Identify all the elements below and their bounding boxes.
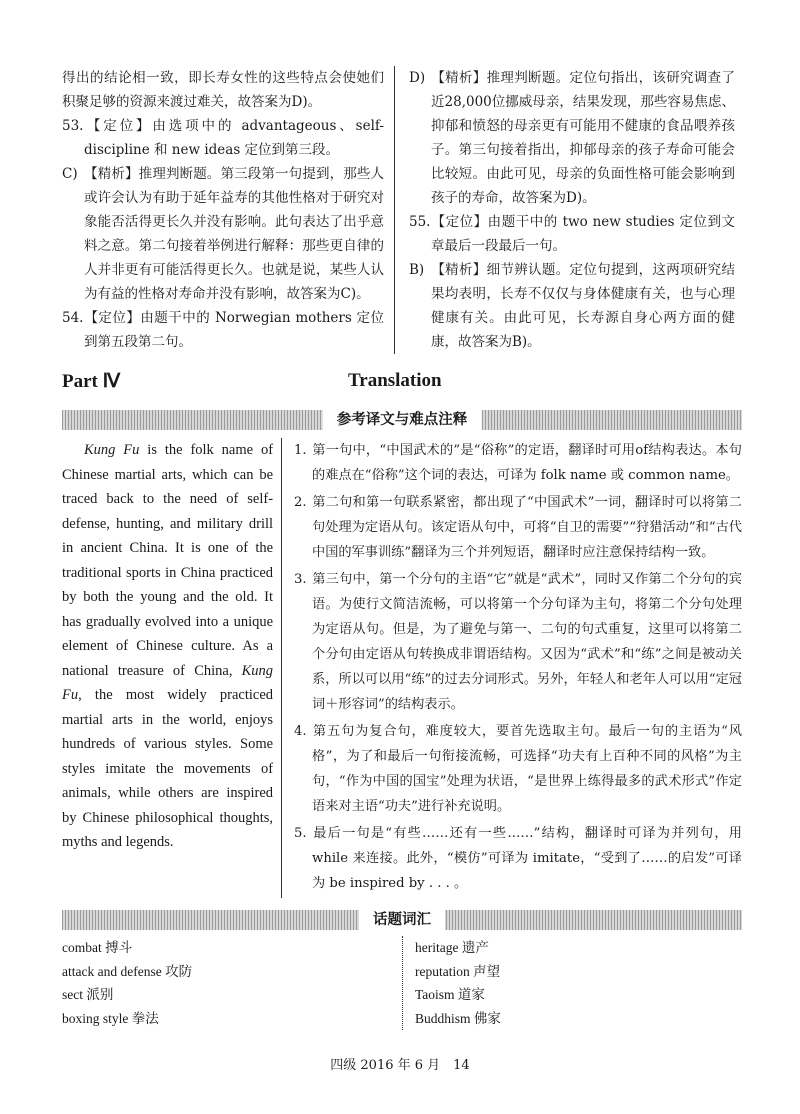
note-item (294, 821, 742, 896)
vocab-column-right (402, 936, 741, 1030)
question-number: 53. (62, 118, 84, 134)
answer-analysis-text: 【精析】细节辨认题。定位句提到，这两项研究结果均表明，长寿不仅仅与身体健康有关，也与心理健康有关。由此可见，长寿源自身心两方面的健康，故答案为B)。 (431, 262, 735, 350)
answer-letter: B) (409, 262, 425, 278)
note-text: 最后一句是“有些……还有一些……”结构，翻译时可译为并列句，用 while 来连接。此外，“模仿”可译为 imitate，“受到了……的启发”可译为 be inspired by . . . 。 (312, 826, 742, 891)
note-number: 1. (294, 443, 307, 458)
answer-letter: D) (409, 70, 426, 86)
note-number: 2. (294, 495, 307, 510)
translation-segment: , the most widely practiced martial arts in the world, enjoys hundreds of various styles. Some styles imitate the movements of animals, while others are inspired by Chinese philosophical thoughts, myths and legends. (62, 687, 274, 850)
translation-text (62, 438, 282, 898)
question-locate-text: 【定位】由题干中的 two new studies 定位到文章最后一段最后一句。 (431, 214, 735, 254)
note-item (294, 719, 742, 819)
question-locate-text: 【定位】由选项中的 advantageous、self-discipline 和 new ideas 定位到第三段。 (84, 118, 384, 158)
vocab-item: reputation 声望 (415, 963, 501, 979)
question-55 (409, 210, 735, 258)
question-locate-text: 【定位】由题干中的 Norwegian mothers 定位到第五段第二句。 (84, 310, 384, 350)
kung-fu-term: Kung Fu (84, 442, 140, 458)
part-title: Translation (348, 370, 442, 391)
vocab-item: boxing style 拳法 (62, 1010, 159, 1026)
vocab-item: Taoism 道家 (415, 987, 485, 1002)
translation-section (62, 438, 742, 898)
translation-segment: is the folk name of Chinese martial arts, which can be traced back to the need of self-defense, hunting, and military drill in ancient China. It is one of the traditional sports in China practiced by both the young and the old. It has gradually evolved into a unique element of Chinese culture. As a national treasure of China, (62, 442, 274, 679)
answer-column-right (395, 66, 735, 354)
note-text: 第三句中，第一个分句的主语“它”就是“武术”，同时又作第二个分句的宾语。为使行文简洁流畅，可以将第一个分句译为主句，将第二个分句处理为定语从句。但是，为了避免与第一、二句的句式重复，这里可以将第二个分句由定语从句转换成非谓语结构。又因为“武术”和“练”之间是被动关系，所以可以用“练”的过去分词形式。另外，年轻人和老年人可以用“定冠词＋形容词”的结构表示。 (312, 572, 742, 712)
part-label: Part Ⅳ (62, 371, 121, 392)
vocab-item: sect 派别 (62, 987, 114, 1002)
kung-fu-term: Kung Fu (62, 662, 274, 703)
vocab-item: Buddhism 佛家 (415, 1010, 501, 1026)
section-band-vocab (62, 910, 742, 930)
vocab-section (62, 936, 742, 1030)
answer-b (409, 258, 735, 354)
answer-section (62, 66, 742, 354)
note-text: 第一句中，“中国武术的”是“俗称”的定语，翻译时可用of结构表达。本句的难点在“俗称”这个词的表达，可译为 folk name 或 common name。 (312, 443, 742, 483)
answer-d (409, 66, 735, 210)
section-band-label: 参考译文与难点注释 (323, 410, 482, 430)
question-53 (62, 114, 384, 162)
answer-paragraph: 得出的结论相一致，即长寿女性的这些特点会使她们积聚足够的资源来渡过难关，故答案为D)。 (62, 70, 384, 110)
vocab-column-left (62, 936, 402, 1030)
note-number: 3. (294, 572, 307, 587)
note-text: 第二句和第一句联系紧密，都出现了“中国武术”一词，翻译时可以将第二句处理为定语从句。该定语从句中，可将“自卫的需要”“狩猎活动”和“古代中国的军事训练”翻译为三个并列短语，翻译时应注意保持结构一致。 (312, 495, 742, 560)
answer-analysis-text: 【精析】推理判断题。定位句指出，该研究调查了近28,000位挪威母亲，结果发现，那些容易焦虑、抑郁和愤怒的母亲更有可能用不健康的食品喂养孩子。第三句接着指出，抑郁母亲的孩子寿命可能会比较短。由此可见，母亲的负面性格可能会影响到孩子的寿命，故答案为D)。 (431, 70, 735, 206)
note-item (294, 567, 742, 717)
section-band-translation (62, 410, 742, 430)
answer-c (62, 162, 384, 306)
part-heading (62, 370, 742, 400)
note-number: 4. (294, 724, 307, 739)
vocab-item: combat 搏斗 (62, 940, 133, 955)
answer-letter: C) (62, 166, 78, 182)
question-number: 55. (409, 214, 431, 230)
answer-column-left (62, 66, 395, 354)
page-footer: 四级 2016 年 6 月 14 (330, 1058, 470, 1073)
translation-notes (282, 438, 742, 898)
note-text: 第五句为复合句，难度较大，要首先选取主句。最后一句的主语为“风格”，为了和最后一句衔接流畅，可选择“功夫有上百种不同的风格”为主句，“作为中国的国宝”处理为状语，“是世界上练得最多的武术形式”作定语来对主语“功夫”进行补充说明。 (312, 724, 742, 814)
vocab-item: attack and defense 攻防 (62, 963, 193, 979)
answer-analysis-text: 【精析】推理判断题。第三段第一句提到，那些人或许会认为有助于延年益寿的其他性格对于研究对象能否活得更长久并没有影响。此句表达了出乎意料之意。第二句接着举例进行解释：那些更自律的人并非更有可能活得更长久。也就是说，某些人认为有益的性格对寿命并没有影响，故答案为C)。 (84, 166, 384, 302)
note-number: 5. (294, 826, 307, 841)
vocab-item: heritage 遗产 (415, 940, 489, 955)
question-number: 54. (62, 310, 84, 326)
section-band-label: 话题词汇 (359, 910, 445, 930)
note-item (294, 490, 742, 565)
question-54 (62, 306, 384, 354)
note-item (294, 438, 742, 488)
translation-paragraph (62, 438, 273, 855)
